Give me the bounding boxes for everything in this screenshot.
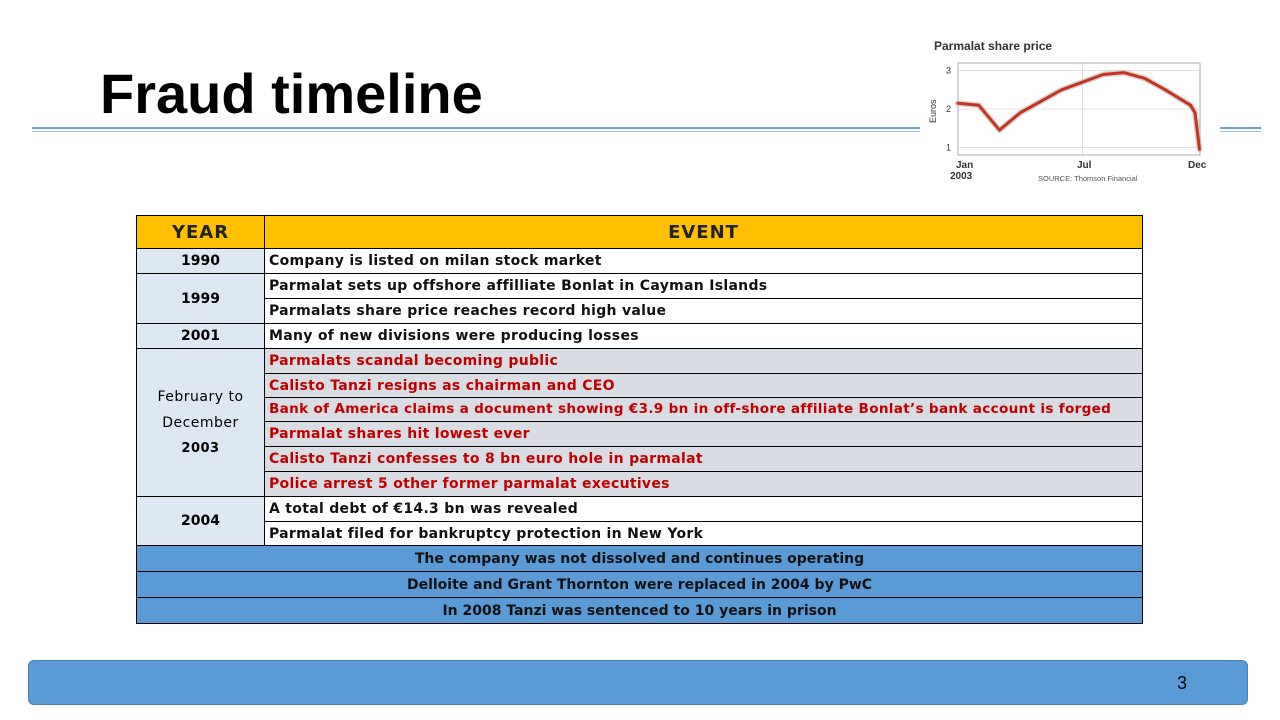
chart-ytick-label: 1 [946,142,952,153]
event-cell: Parmalat filed for bankruptcy protection in New York [265,522,1143,546]
chart-ytick-label: 2 [946,104,952,114]
chart-yticks [946,66,951,153]
year-cell: 1990 [137,249,265,274]
event-cell-highlighted: Calisto Tanzi confesses to 8 bn euro hole in parmalat [265,447,1143,472]
year-line: 2003 [181,440,220,456]
note-row [137,546,1143,572]
event-cell-highlighted: Bank of America claims a document showing €3.9 bn in off-shore affiliate Bonlat’s bank account is forged [265,398,1143,422]
share-price-chart [920,33,1210,188]
event-cell: Parmalat sets up offshore affilliate Bonlat in Cayman Islands [265,274,1143,299]
chart-xtick-dec: Dec [1188,160,1207,171]
chart-ylabel: Euros [928,99,938,123]
table-row [137,447,1143,472]
event-cell-highlighted: Parmalat shares hit lowest ever [265,422,1143,447]
title-rule-right [1220,127,1261,129]
header-event: EVENT [265,216,1143,249]
year-line: February to [157,388,244,405]
timeline-table [136,215,1143,624]
event-cell-highlighted: Calisto Tanzi resigns as chairman and CEO [265,374,1143,398]
table-row [137,422,1143,447]
year-cell: 1999 [137,274,265,324]
event-cell: Parmalats share price reaches record high value [265,299,1143,324]
table-row [137,349,1143,374]
note-row [137,572,1143,598]
note-cell: In 2008 Tanzi was sentenced to 10 years in prison [137,598,1143,624]
chart-xtick-2003: 2003 [950,171,973,182]
table-row [137,299,1143,324]
note-row [137,598,1143,624]
table-row [137,398,1143,422]
title-rule-right-thin [1220,131,1261,132]
chart-xtick-jan: Jan [956,160,974,171]
year-line: December [162,414,239,431]
table-row [137,324,1143,349]
event-cell: Many of new divisions were producing losses [265,324,1143,349]
share-price-chart-svg [920,33,1210,188]
table-row [137,274,1143,299]
year-cell: 2001 [137,324,265,349]
year-cell-2003 [137,349,265,497]
note-cell: Delloite and Grant Thornton were replaced in 2004 by PwC [137,572,1143,598]
chart-ytick-label: 3 [946,65,952,76]
chart-source: SOURCE: Thomson Financial [1038,174,1138,183]
event-cell-highlighted: Parmalats scandal becoming public [265,349,1143,374]
table-row [137,249,1143,274]
title-rule-left [32,127,922,129]
footer-bar [28,660,1248,705]
note-cell: The company was not dissolved and continues operating [137,546,1143,572]
chart-xtick-jul: Jul [1077,160,1092,171]
table-row [137,374,1143,398]
event-cell-highlighted: Police arrest 5 other former parmalat executives [265,472,1143,497]
table-row [137,497,1143,522]
slide-title: Fraud timeline [100,62,483,125]
header-year: YEAR [137,216,265,249]
title-rule-left-thin [32,131,922,132]
event-cell: A total debt of €14.3 bn was revealed [265,497,1143,522]
table-header-row [137,216,1143,249]
chart-title: Parmalat share price [934,39,1053,53]
event-cell: Company is listed on milan stock market [265,249,1143,274]
table-row [137,522,1143,546]
table-row [137,472,1143,497]
page-number: 3 [1176,673,1187,693]
year-cell: 2004 [137,497,265,546]
